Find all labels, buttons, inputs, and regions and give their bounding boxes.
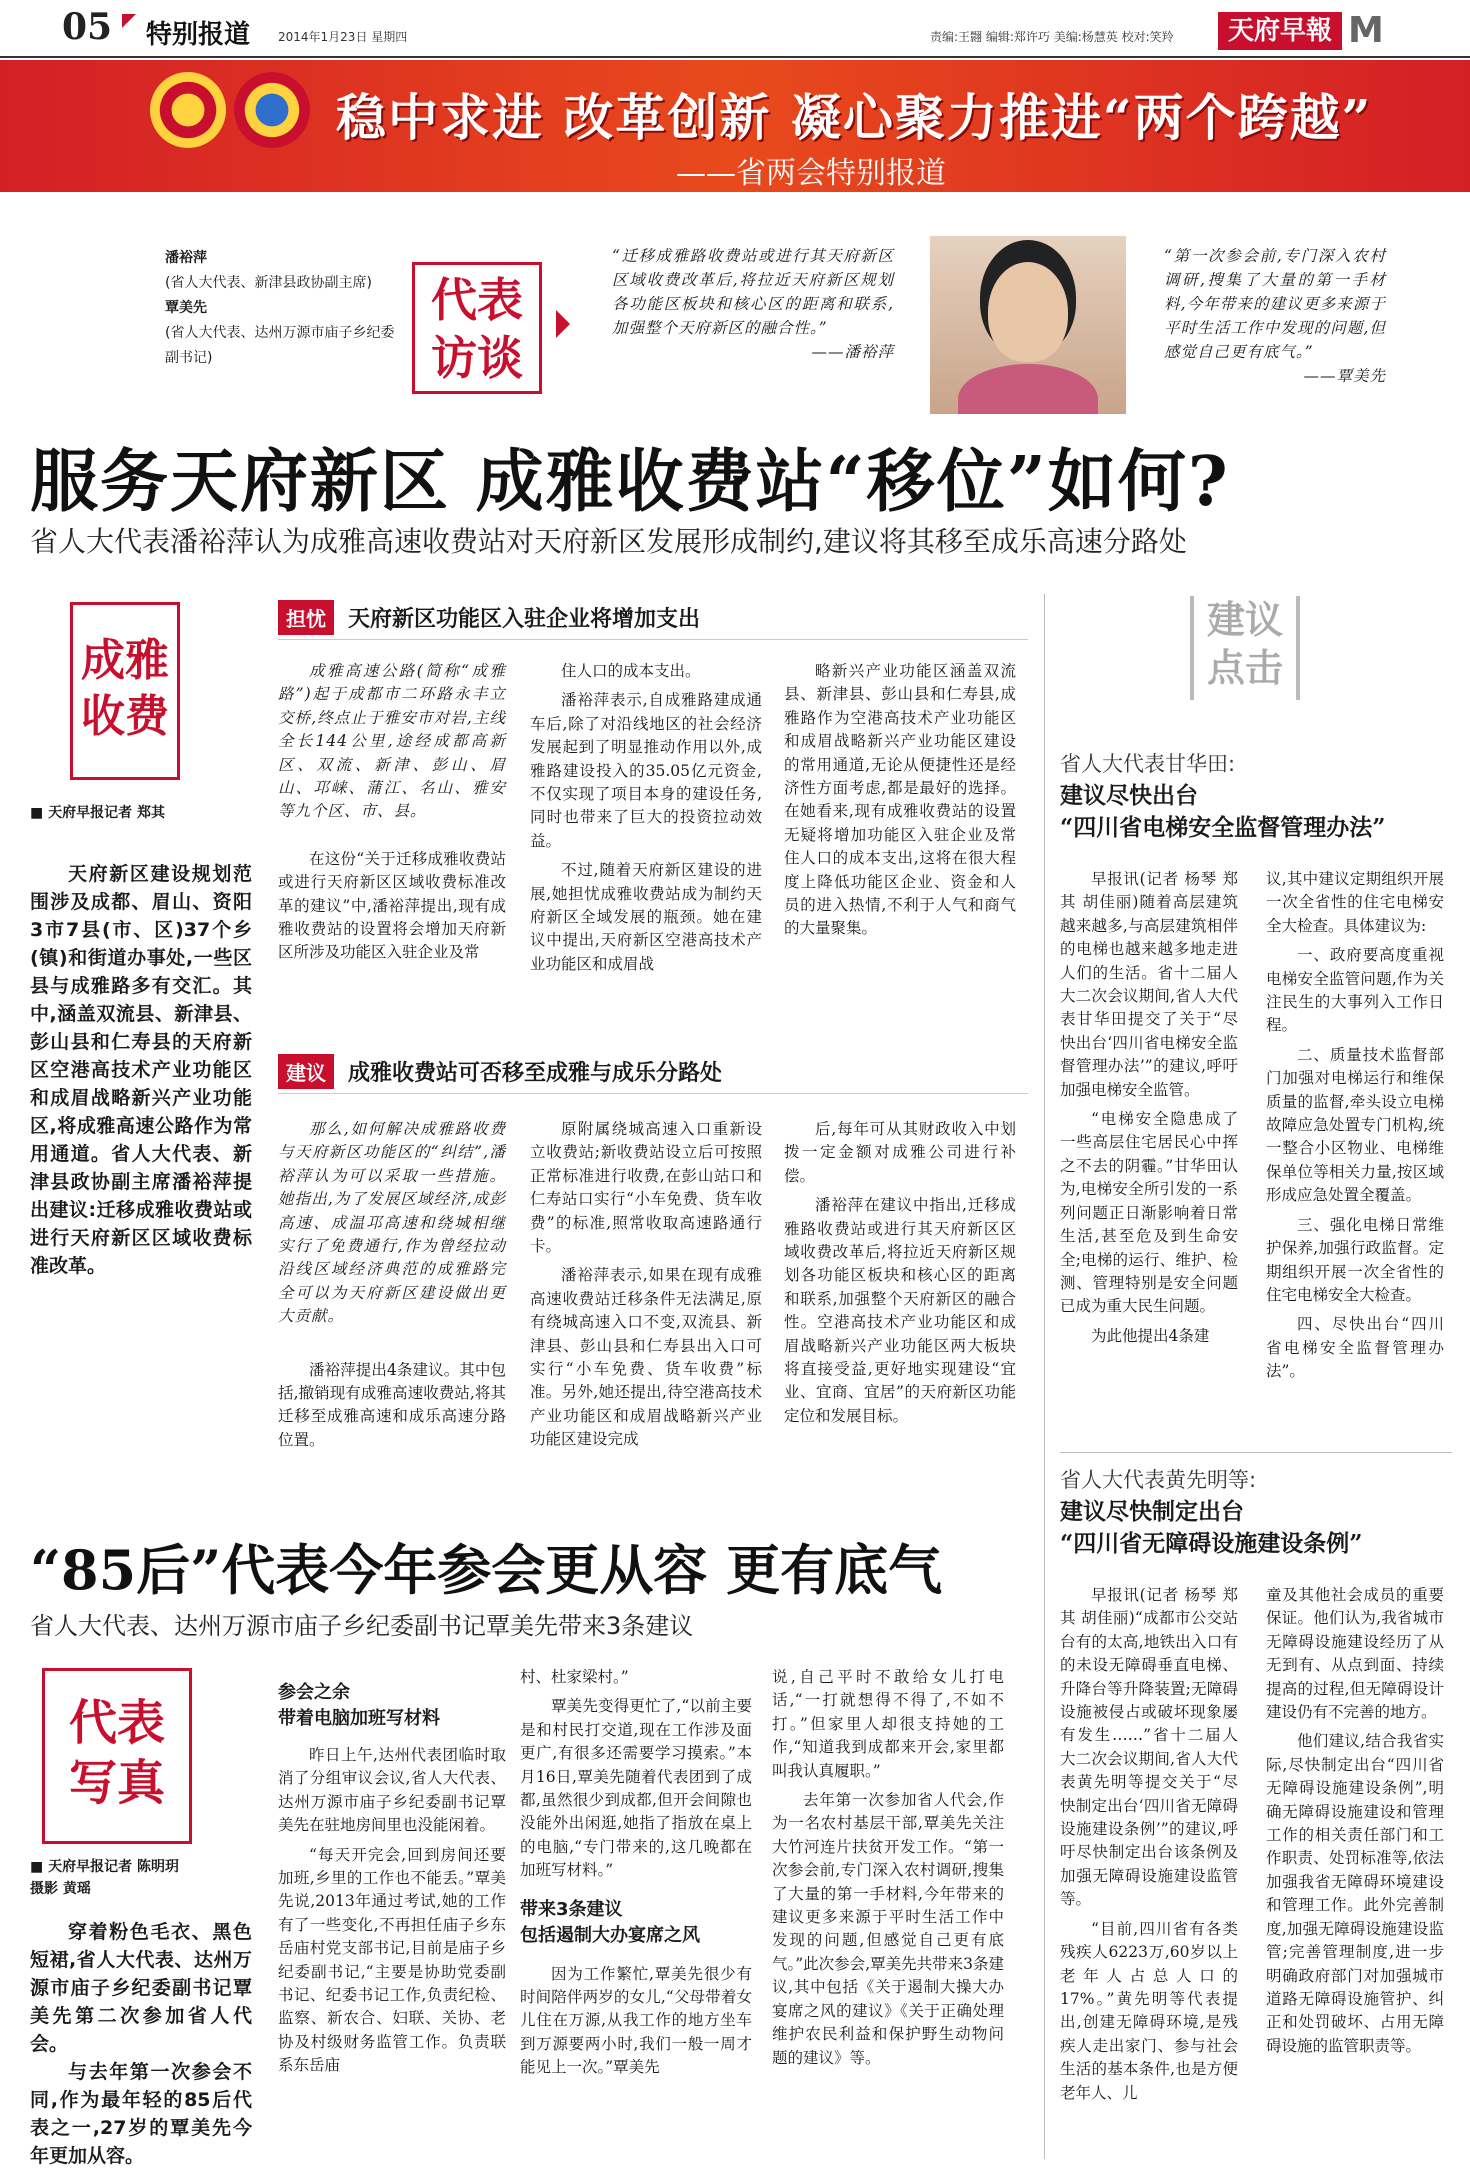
sidebar-item2-rep: 省人大代表黄先明等: (1060, 1468, 1257, 1492)
paragraph: 在这份“关于迁移成雅收费站或进行天府新区区域收费标准改革的建议”中,潘裕萍提出,现有成雅收费站的设置将会增加天府新区所涉及功能区入驻企业及常 (278, 849, 506, 962)
quote-text: “迁移成雅路收费站或进行其天府新区区域收费改革后,将拉近天府新区规划各功能区板块和核心区的距离和联系,加强整个天府新区的融合性。” (612, 247, 894, 337)
label-line: 代表 (431, 273, 523, 327)
subheading-overtime (278, 1680, 440, 1732)
interviewee-list (165, 246, 405, 371)
page-number: 05 (62, 6, 113, 48)
lead-paragraph: 天府新区建设规划范围涉及成都、眉山、资阳3市7县(市、区)37个乡(镇)和街道办事处,一些区县与成雅路多有交汇。其中,涵盖双流县、新津县、彭山县和仁寿县的天府新区空港高技术产业功能区和成眉战略新兴产业功能区,将成雅高速公路作为常用通道。省人大代表、新津县政协副主席潘裕萍提出建议:迁移成雅收费站或进行天府新区区域收费标准改革。 (30, 863, 252, 1277)
session-banner (0, 60, 1470, 192)
quote-tanmeixian (1164, 244, 1386, 388)
subheading-line: 参会之余 (278, 1682, 350, 1703)
paragraph: “每天开完会,回到房间还要加班,乡里的工作也不能丢。”覃美先说,2013年通过考试,她的工作有了一些变化,不再担任庙子乡东岳庙村党支部书记,目前是庙子乡纪委副书记,“主要是协助党委副书记、纪委书记工作,负责纪检、监察、新农合、妇联、关协、老协及村级财务监管工作。负责联系东岳庙 (278, 1845, 506, 2075)
paragraph: 议,其中建议定期组织开展一次全省性的住宅电梯安全大检查。具体建议为: (1266, 870, 1444, 935)
paragraph: “目前,四川省有各类残疾人6223万,60岁以上老年人占总人口的17%。”黄先明等代表提出,创建无障碍环境,是残疾人走出家门、参与社会生活的基本条件,也是方便老年人、儿 (1060, 1919, 1238, 2102)
title-line: “四川省电梯安全监督管理办法” (1060, 814, 1386, 841)
sec2-col3 (784, 1118, 1016, 1428)
interviewee-title: (省人大代表、达州万源市庙子乡纪委副书记) (165, 325, 395, 366)
issue-date: 2014年1月23日 星期四 (278, 30, 408, 44)
paragraph: 不过,随着天府新区建设的进展,她担忧成雅收费站成为制约天府新区全域发展的瓶颈。她在建议中提出,天府新区空港高技术产业功能区和成眉战 (530, 861, 762, 973)
lead-paragraph: 穿着粉色毛衣、黑色短裙,省人大代表、达州万源市庙子乡纪委副书记覃美先第二次参加省人代会。 (30, 1921, 252, 2055)
cppcc-emblem-icon (234, 72, 310, 148)
sidebar-label (1190, 596, 1300, 700)
paper-logo: 天府早報 (1218, 12, 1342, 50)
paragraph: 覃美先变得更忙了,“以前主要是和村民打交道,现在工作涉及面更广,有很多还需要学习摸索。”本月16日,覃美先随着代表团到了成都,虽然很少到成都,但开会间隙也没能外出闲逛,她指了指放在桌上的电脑,“专门带来的,这几晚都在加班写材料。” (520, 1697, 752, 1880)
paragraph: 潘裕萍表示,如果在现有成雅高速收费站迁移条件无法满足,原有绕城高速入口不变,双流县、新津县、彭山县和仁寿县出入口可实行“小车免费、货车收费”标准。另外,她还提出,待空港高技术产业功能区和成眉战略新兴产业功能区建设完成 (530, 1266, 762, 1449)
banner-slogan: 稳中求进 改革创新 凝心聚力推进“两个跨越” (336, 88, 1373, 147)
paragraph: 一、政府要高度重视电梯安全监管问题,作为关注民生的大事列入工作日程。 (1266, 946, 1444, 1035)
paragraph: 去年第一次参加省人代会,作为一名农村基层干部,覃美先关注大竹河连片扶贫开发工作。“第一次参会前,专门深入农村调研,搜集了大量的第一手材料,今年带来的建议更多来源于平时生活工作中发现的问题,但感觉自己更有底气。”此次参会,覃美先共带来3条建议,其中包括《关于遏制大操大办宴席之风的建议》《关于正确处理维护农民利益和保护野生动物问题的建议》等。 (772, 1791, 1004, 2067)
sidebar-divider (1060, 1452, 1452, 1453)
red-pointer-icon (556, 310, 570, 338)
byline-line: 摄影 黄瑶 (30, 1881, 91, 1897)
headline-85hou: “85后”代表今年参会更从容 更有底气 (30, 1538, 943, 1602)
paragraph: 他们建议,结合我省实际,尽快制定出台“四川省无障碍设施建设条例”,明确无障碍设施建设和管理工作的相关责任部门和工作职责、处罚标准等,依法加强我省无障碍环境建设和管理工作。此外完善制度,加强无障碍设施建设监管;完善管理制度,进一步明确政府部门对加强城市道路无障碍设施管护、纠正和处罚破坏、占用无障碍设施的监管职责等。 (1266, 1732, 1444, 2055)
title-line: 建议尽快出台 (1060, 782, 1198, 809)
paragraph: 略新兴产业功能区涵盖双流县、新津县、彭山县和仁寿县,成雅路作为空港高技术产业功能区和成眉战略新兴产业功能区建设的常用通道,无论从便捷性还是经济性方面考虑,都是最好的选择。在她看来,现有成雅收费站的设置无疑将增加功能区入驻企业及常住人口的成本支出,这将在很大程度上降低功能区企业、资金和人员的进入热情,不利于人气和商气的大量聚集。 (784, 662, 1016, 938)
byline-chengya: ■ 天府早报记者 郑其 (30, 805, 165, 821)
label-line: 建议 (1206, 597, 1283, 642)
paragraph: 潘裕萍在建议中指出,迁移成雅路收费站或进行其天府新区区域收费改革后,将拉近天府新区规划各功能区板块和核心区的距离和联系,加强整个天府新区的融合性。空港高技术产业功能区和成眉战略新兴产业功能区两大板块将直接受益,更好地实现建设“宜业、宜商、宜居”的天府新区功能定位和发展目标。 (784, 1196, 1016, 1425)
sidebar-item1-col2 (1266, 868, 1444, 1384)
title-line: 建议尽快制定出台 (1060, 1498, 1244, 1525)
byline-85hou (30, 1856, 179, 1900)
paragraph: 为此他提出4条建 (1091, 1326, 1210, 1345)
paragraph: 后,每年可从其财政收入中划拨一定金额对成雅公司进行补偿。 (784, 1120, 1016, 1185)
label-line: 成雅 (81, 635, 169, 686)
lead-85hou (30, 1918, 252, 2170)
subhead-chengya: 省人大代表潘裕萍认为成雅高速收费站对天府新区发展形成制约,建议将其移至成乐高速分路处 (30, 525, 1187, 558)
sidebar-item1-col1 (1060, 868, 1238, 1348)
sidebar-item1-title (1060, 780, 1385, 844)
subheading-proposals (520, 1897, 752, 1949)
sec1-col2 (530, 660, 762, 976)
section-tag: 担忧 (278, 600, 334, 635)
subhead-85hou: 省人大代表、达州万源市庙子乡纪委副书记覃美先带来3条建议 (30, 1612, 694, 1640)
sec1-col1 (278, 660, 506, 965)
paragraph: 昨日上午,达州代表团临时取消了分组审议会议,省人大代表、达州万源市庙子乡纪委副书记覃美先在驻地房间里也没能闲着。 (278, 1746, 506, 1835)
interviewee-title: (省人大代表、新津县政协副主席) (165, 275, 372, 291)
subheading-line: 带着电脑加班写材料 (278, 1708, 440, 1729)
masthead (0, 0, 1470, 58)
portrait-label-box (42, 1668, 192, 1844)
lead-chengya (30, 860, 252, 1280)
interview-label-box (412, 262, 542, 394)
paragraph: 说,自己平时不敢给女儿打电话,“一打就想得不得了,不如不打。”但家里人却很支持她的工作,“知道我到成都来开会,家里都叫我认真履职。” (772, 1668, 1004, 1780)
sidebar-item2-title (1060, 1496, 1362, 1560)
column-divider (1044, 594, 1045, 2159)
interviewee-name: 覃美先 (165, 300, 207, 316)
quote-text: “第一次参会前,专门深入农村调研,搜集了大量的第一手材料,今年带来的建议更多来源于平时生活工作中发现的问题,但感觉自己更有底气。” (1164, 247, 1386, 361)
section-title: 成雅收费站可否移至成雅与成乐分路处 (348, 1060, 723, 1086)
sec2-col2 (530, 1118, 762, 1452)
section-title: 天府新区功能区入驻企业将增加支出 (348, 606, 701, 632)
paragraph: 早报讯(记者 杨琴 郑其 胡佳丽)“成都市公交站台有的太高,地铁出入口有的未设无障碍垂直电梯、升降台等升降装置;无障碍设施被侵占或破坏现象屡有发生……”省十二届人大二次会议期间,省人大代表黄先明等提交关于“尽快制定出台‘四川省无障碍设施建设条例’”的建议,呼吁尽快制定出台该条例及加强无障碍设施建设监管等。 (1060, 1586, 1238, 1909)
red-flag-icon (122, 14, 136, 28)
section-name: 特别报道 (146, 20, 251, 50)
editor-credits: 责编:王翾 编辑:郑许巧 美编:杨慧英 校对:笑羚 (930, 30, 1174, 44)
national-emblem-icon (150, 72, 226, 148)
paragraph: 四、尽快出台“四川省电梯安全监督管理办法”。 (1266, 1315, 1444, 1381)
label-line: 访谈 (431, 331, 523, 385)
quote-attribution: ——覃美先 (1303, 367, 1386, 385)
byline-line: ■ 天府早报记者 陈明玥 (30, 1859, 179, 1875)
lead-paragraph: 与去年第一次参会不同,作为最年轻的85后代表之一,27岁的覃美先今年更加从容。 (30, 2061, 252, 2167)
label-line: 收费 (81, 691, 169, 742)
paragraph: 潘裕萍表示,自成雅路建成通车后,除了对沿线地区的社会经济发展起到了明显推动作用以外,成雅路建设投入的35.05亿元资金,不仅实现了项目本身的建设任务,同时也带来了巨大的投资拉动效益。 (530, 691, 762, 850)
paragraph: 童及其他社会成员的重要保证。他们认为,我省城市无障碍设施建设经历了从无到有、从点到面、持续提高的过程,但无障碍设计建设仍有不完善的地方。 (1266, 1586, 1444, 1722)
label-line: 代表 (68, 1695, 165, 1751)
sec2-col1 (278, 1118, 506, 1452)
quote-attribution: ——潘裕萍 (811, 343, 894, 361)
paragraph: 村、杜家梁村。” (520, 1668, 629, 1686)
banner-subtitle: ——省两会特别报道 (676, 156, 946, 191)
paragraph: 成雅高速公路(简称“成雅路”)起于成都市二环路永丰立交桥,终点止于雅安市对岩,主线全长144公里,途经成都高新区、双流、新津、彭山、眉山、邛崃、蒲江、名山、雅安等九个区、市、县。 (278, 662, 506, 821)
paragraph: 潘裕萍提出4条建议。其中包括,撤销现有成雅高速收费站,将其迁移至成雅高速和成乐高速分路位置。 (278, 1360, 506, 1449)
title-line: “四川省无障碍设施建设条例” (1060, 1530, 1363, 1557)
paragraph: 那么,如何解决成雅路收费与天府新区功能区的“纠结”,潘裕萍认为可以采取一些措施。她指出,为了发展区域经济,成彭高速、成温邛高速和绕城相继实行了免费通行,作为曾经拉动沿线区域经济典范的成雅路完全可以为天府新区建设做出更大贡献。 (278, 1120, 506, 1326)
section-header-concern (278, 600, 1028, 640)
story2-col1 (278, 1744, 506, 2078)
sec1-col3 (784, 660, 1016, 941)
paragraph: 因为工作繁忙,覃美先很少有时间陪伴两岁的女儿,“父母带着女儿住在万源,从我工作的地方坐车到万源要两小时,我们一般一周才能见上一次。”覃美先 (520, 1964, 752, 2077)
interviewee-name: 潘裕萍 (165, 250, 207, 266)
paragraph: 三、强化电梯日常维护保养,加强行政监督。定期组织开展一次全省性的住宅电梯安全大检查。 (1266, 1215, 1444, 1304)
portrait-body-icon (958, 364, 1098, 414)
paragraph: 住人口的成本支出。 (561, 662, 701, 680)
portrait-photo (930, 236, 1126, 414)
label-line: 点击 (1206, 645, 1283, 690)
section-header-suggestion (278, 1054, 1028, 1094)
story2-col3 (772, 1666, 1004, 2070)
quote-panpingping (612, 244, 894, 364)
paragraph: 早报讯(记者 杨琴 郑其 胡佳丽)随着高层建筑越来越多,与高层建筑相伴的电梯也越来越多地走进人们的生活。省十二届人大二次会议期间,省人大代表甘华田提交了关于“尽快出台‘四川省电梯安全监督管理办法’”的建议,呼吁加强电梯安全监管。 (1060, 870, 1238, 1099)
m-logo-icon: M (1348, 10, 1384, 51)
headline-chengya: 服务天府新区 成雅收费站“移位”如何? (30, 442, 1230, 522)
paragraph: 原附属绕城高速入口重新设立收费站;新收费站设立后可按照正常标准进行收费,在彭山站口和仁寿站口实行“小车免费、货车收费”的标准,照常收取高速路通行卡。 (530, 1120, 762, 1256)
sidebar-item1-rep: 省人大代表甘华田: (1060, 752, 1236, 776)
subheading-line: 包括遏制大办宴席之风 (520, 1924, 700, 1946)
label-line: 写真 (68, 1755, 165, 1811)
sidebar-item2-col1 (1060, 1584, 1238, 2105)
chengya-label-box (70, 602, 180, 780)
paragraph: 二、质量技术监督部门加强对电梯运行和维保质量的监督,牵头设立电梯故障应急处置专门机构,统一整合小区物业、电梯维保单位等相关力量,按区域形成应急处置全覆盖。 (1266, 1045, 1444, 1205)
subheading-line: 带来3条建议 (520, 1898, 623, 1920)
portrait-head-icon (988, 262, 1068, 362)
story2-col2 (520, 1666, 752, 2080)
sidebar-item2-col2 (1266, 1584, 1444, 2058)
section-tag: 建议 (278, 1054, 334, 1089)
paragraph: “电梯安全隐患成了一些高层住宅居民心中挥之不去的阴霾。”甘华田认为,电梯安全所引发的一系列问题正日渐影响着日常生活,甚至危及到生命安全;电梯的运行、维护、检测、管理特别是安全问题已成为重大民生问题。 (1060, 1110, 1238, 1316)
